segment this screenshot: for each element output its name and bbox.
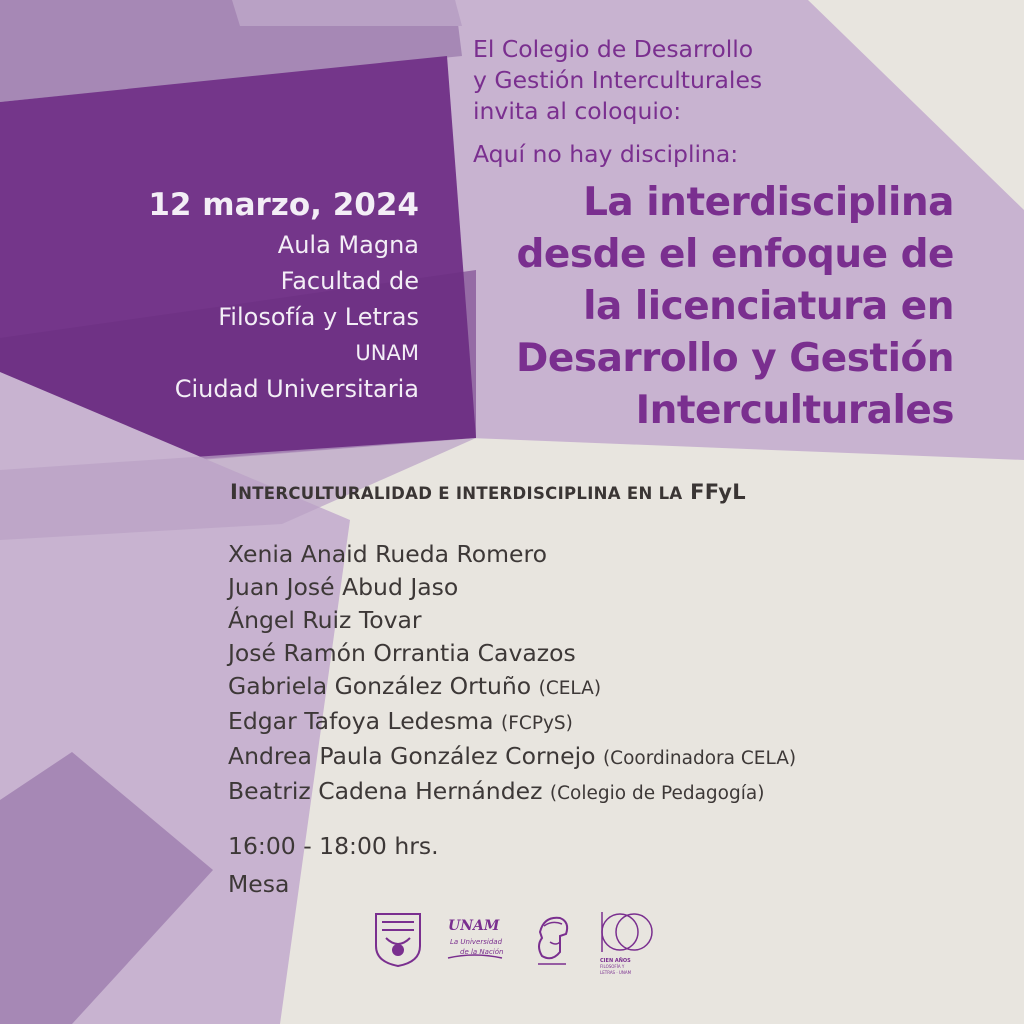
event-time: 16:00 - 18:00 hrs.	[228, 832, 439, 860]
event-subtitle: Aquí no hay disciplina:	[473, 140, 739, 168]
section-text: NTERCULTURALIDAD E INTERDISCIPLINA EN LA	[238, 484, 683, 503]
event-title	[516, 177, 954, 437]
unam-seal-logo	[372, 910, 424, 968]
speaker-item	[228, 775, 796, 810]
speaker-affiliation: (Coordinadora CELA)	[602, 748, 797, 769]
title-line: Interculturales	[635, 388, 954, 433]
speaker-name: Edgar Tafoya Ledesma	[228, 707, 494, 735]
speaker-item	[228, 670, 796, 705]
venue-line: Filosofía y Letras	[218, 303, 419, 331]
title-line: la licenciatura en	[583, 284, 954, 329]
speaker-affiliation: (Colegio de Pedagogía)	[549, 783, 765, 804]
speaker-name: Xenia Anaid Rueda Romero	[228, 540, 548, 568]
section-initial: I	[230, 480, 239, 504]
organizer-line: y Gestión Interculturales	[473, 66, 763, 94]
speaker-list	[228, 538, 796, 810]
speaker-name: Andrea Paula González Cornejo	[228, 742, 596, 770]
event-info	[148, 183, 419, 407]
speaker-name: José Ramón Orrantia Cavazos	[228, 639, 576, 667]
title-line: desde el enfoque de	[516, 232, 954, 277]
speaker-item	[228, 637, 796, 670]
organizer-line: invita al coloquio:	[473, 97, 682, 125]
speaker-name: Gabriela González Ortuño	[228, 672, 532, 700]
speaker-item	[228, 571, 796, 604]
speaker-item	[228, 538, 796, 571]
speaker-name: Juan José Abud Jaso	[228, 573, 459, 601]
section-heading	[230, 477, 746, 509]
event-format: Mesa	[228, 870, 290, 898]
organizer-line: El Colegio de Desarrollo	[473, 35, 754, 63]
organizer-intro	[473, 34, 762, 127]
title-line: La interdisciplina	[583, 180, 954, 225]
svg-text:CIEN AÑOS: CIEN AÑOS	[600, 958, 631, 964]
cien-anos-logo	[596, 906, 658, 976]
campus: Ciudad Universitaria	[174, 375, 419, 403]
event-date: 12 marzo, 2024	[148, 187, 419, 223]
svg-text:FILOSOFÍA Y: FILOSOFÍA Y	[600, 964, 625, 969]
venue-line: Aula Magna	[277, 231, 419, 259]
speaker-affiliation: (FCPyS)	[501, 713, 573, 734]
speaker-affiliation: (CELA)	[538, 678, 602, 699]
section-suffix: FFyL	[690, 480, 746, 504]
speaker-name: Ángel Ruiz Tovar	[228, 606, 422, 634]
speaker-item	[228, 705, 796, 740]
svg-text:LETRAS · UNAM: LETRAS · UNAM	[600, 970, 632, 975]
institution: UNAM	[355, 341, 419, 365]
speaker-item	[228, 604, 796, 637]
unam-nacion-logo	[444, 914, 506, 964]
svg-text:La Universidad: La Universidad	[450, 938, 503, 946]
bg-top-strip	[232, 0, 462, 26]
svg-text:UNAM: UNAM	[448, 918, 500, 934]
svg-text:de la Nación: de la Nación	[460, 948, 504, 956]
venue-line: Facultad de	[280, 267, 419, 295]
title-line: Desarrollo y Gestión	[516, 336, 954, 381]
speaker-name: Beatriz Cadena Hernández	[228, 777, 543, 805]
ffyl-athena-logo	[530, 912, 574, 968]
speaker-item	[228, 740, 796, 775]
